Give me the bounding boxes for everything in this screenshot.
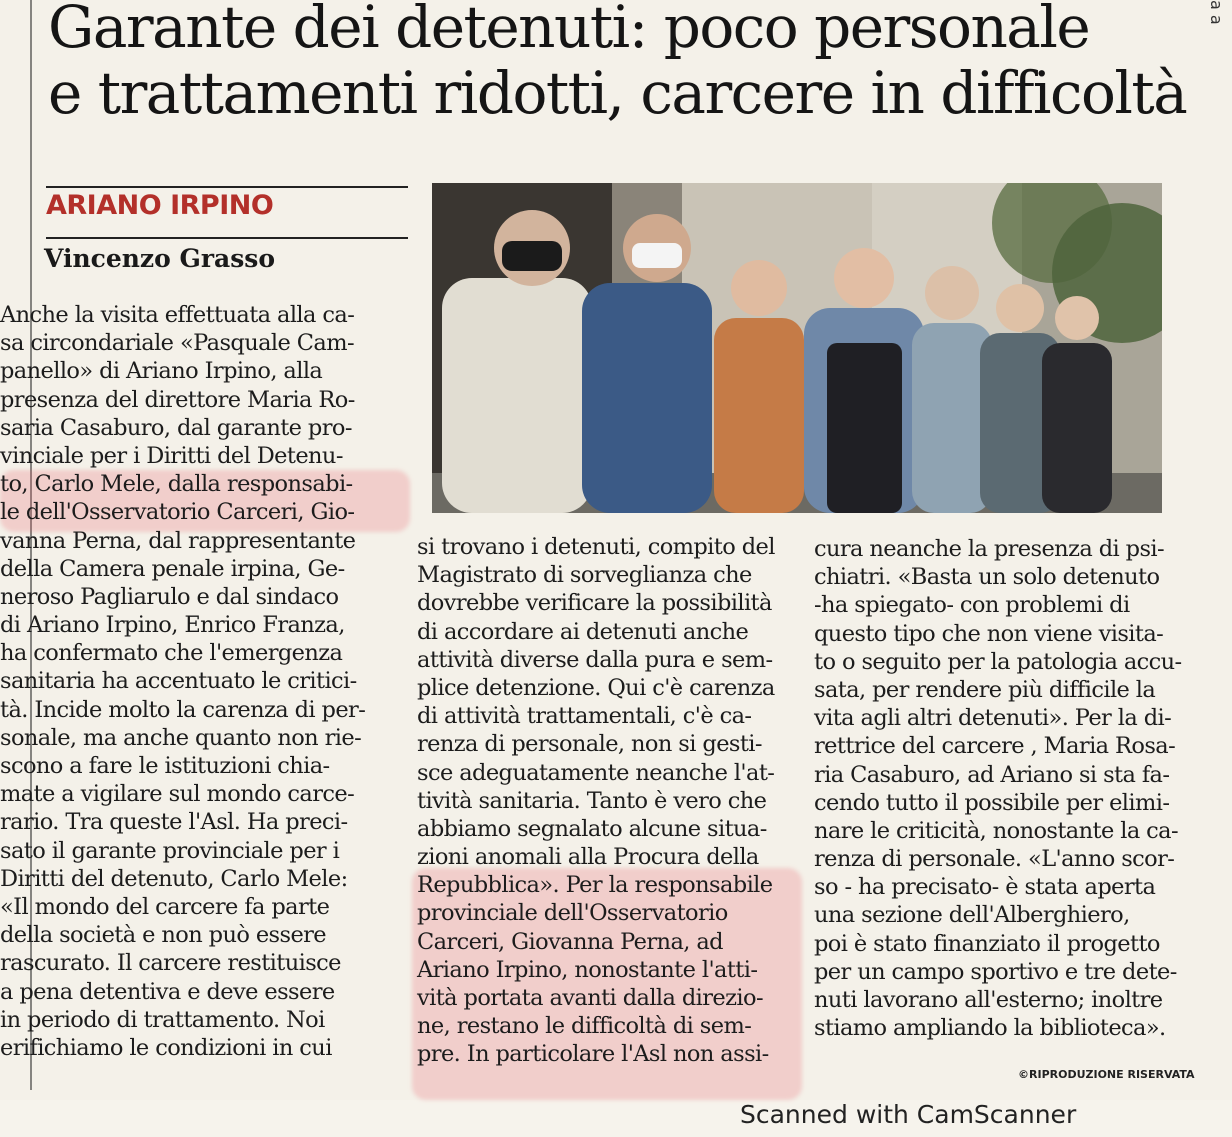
text-line: cura neanche la presenza di psi- [814,536,1164,562]
text-line: renza di personale, non si gesti- [417,731,762,758]
text-line: cendo tutto il possibile per elimi- [814,789,1170,816]
text-line: Carceri, Giovanna Perna, ad [417,928,723,955]
text-line: si trovano i detenuti, compito del [417,534,775,560]
text-line: poi è stato finanziato il progetto [814,930,1160,957]
text-line: ria Casaburo, ad Ariano si sta fa- [814,761,1170,788]
byline: Vincenzo Grasso [44,244,276,273]
text-line: chiatri. «Basta un solo detenuto [814,564,1160,591]
text-line: renza di personale. «L'anno scor- [814,846,1175,873]
article-column-1 [0,301,410,1062]
text-line: neroso Pagliarulo e dal sindaco [0,583,339,610]
text-line: vità portata avanti dalla direzio- [417,985,763,1011]
text-line: stiamo ampliando la biblioteca». [814,1015,1166,1042]
text-line: to, Carlo Mele, dalla responsabi- [0,471,353,498]
text-line: attività diverse dalla pura e sem- [417,646,773,673]
text-line: Repubblica». Per la responsabile [417,872,773,899]
text-line: ne, restano le difficoltà di sem- [417,1013,752,1040]
text-line: pre. In particolare l'Asl non assi- [417,1041,769,1068]
text-line: dovrebbe verificare la possibilità [417,590,772,617]
text-line: per un campo sportivo e tre dete- [814,958,1177,985]
text-line: panello» di Ariano Irpino, alla [0,358,323,385]
text-line: rettrice del carcere , Maria Rosa- [814,733,1176,760]
text-line: -ha spiegato- con problemi di [814,592,1130,619]
article-column-3 [814,535,1199,1042]
headline [48,0,1188,126]
text-line: abbiamo segnalato alcune situa- [417,815,767,842]
text-line: rascurato. Il carcere restituisce [0,950,341,977]
text-line: Ariano Irpino, nonostante l'atti- [417,956,758,983]
text-line: nuti lavorano all'esterno; inoltre [814,987,1163,1013]
text-line: ha confermato che l'emergenza [0,640,343,667]
text-line: Magistrato di sorveglianza che [417,562,752,589]
text-line: vanna Perna, dal rappresentante [0,527,356,554]
text-line: saria Casaburo, dal garante pro- [0,414,352,441]
headline-line-2: e trattamenti ridotti, carcere in difficoltà [48,59,1187,127]
text-line: di Ariano Irpino, Enrico Franza, [0,612,345,639]
text-line: mate a vigilare sul mondo carce- [0,781,355,808]
text-line: zioni anomali alla Procura della [417,844,759,871]
text-line: plice detenzione. Qui c'è carenza [417,674,775,701]
text-line: a pena detentiva e deve essere [0,978,335,1005]
text-line: sa circondariale «Pasquale Cam- [0,330,354,357]
text-line: to o seguito per la patologia accu- [814,648,1182,675]
text-line: di attività trattamentali, c'è ca- [417,703,752,730]
text-line: della società e non può essere [0,922,327,949]
text-line: di accordare ai detenuti anche [417,618,749,645]
text-line: provinciale dell'Osservatorio [417,900,728,927]
text-line: rario. Tra queste l'Asl. Ha preci- [0,809,348,836]
headline-line-1: Garante dei detenuti: poco personale [48,0,1090,61]
text-line: tività sanitaria. Tanto è vero che [417,787,767,814]
copyright-notice: ©RIPRODUZIONE RISERVATA [1018,1068,1195,1081]
text-line: Anche la visita effettuata alla ca- [0,302,355,328]
text-line: nare le criticità, nonostante la ca- [814,817,1178,844]
text-line: scono a fare le istituzioni chia- [0,753,330,779]
text-line: le dell'Osservatorio Carceri, Gio- [0,499,355,526]
text-line: sonale, ma anche quanto non rie- [0,724,362,751]
text-line: presenza del direttore Maria Ro- [0,386,355,413]
text-line: sato il garante provinciale per i [0,837,340,864]
text-line: vinciale per i Diritti del Detenu- [0,442,343,469]
article-column-2 [417,533,792,1069]
text-line: Diritti del detenuto, Carlo Mele: [0,865,348,892]
text-line: sata, per rendere più difficile la [814,676,1156,703]
text-line: «Il mondo del carcere fa parte [0,893,330,920]
text-line: so - ha precisato- è stata aperta [814,874,1156,901]
text-line: tà. Incide molto la carenza di per- [0,696,366,723]
section-rule-top [46,186,408,188]
text-line: questo tipo che non viene visita- [814,620,1164,647]
text-line: in periodo di trattamento. Noi [0,1006,325,1033]
group-photo-image [432,183,1162,513]
text-line: della Camera penale irpina, Ge- [0,555,345,582]
section-rule-bottom [46,237,408,239]
text-line: sce adeguatamente neanche l'at- [417,759,775,786]
text-line: vita agli altri detenuti». Per la di- [814,705,1172,732]
edge-text: a a [1207,0,1226,25]
group-photo [432,183,1162,513]
scanner-watermark: Scanned with CamScanner [740,1100,1077,1129]
text-line: una sezione dell'Alberghiero, [814,902,1130,929]
text-line: sanitaria ha accentuato le critici- [0,668,357,695]
text-line: erifichiamo le condizioni in cui [0,1034,332,1061]
section-label: ARIANO IRPINO [46,190,274,221]
